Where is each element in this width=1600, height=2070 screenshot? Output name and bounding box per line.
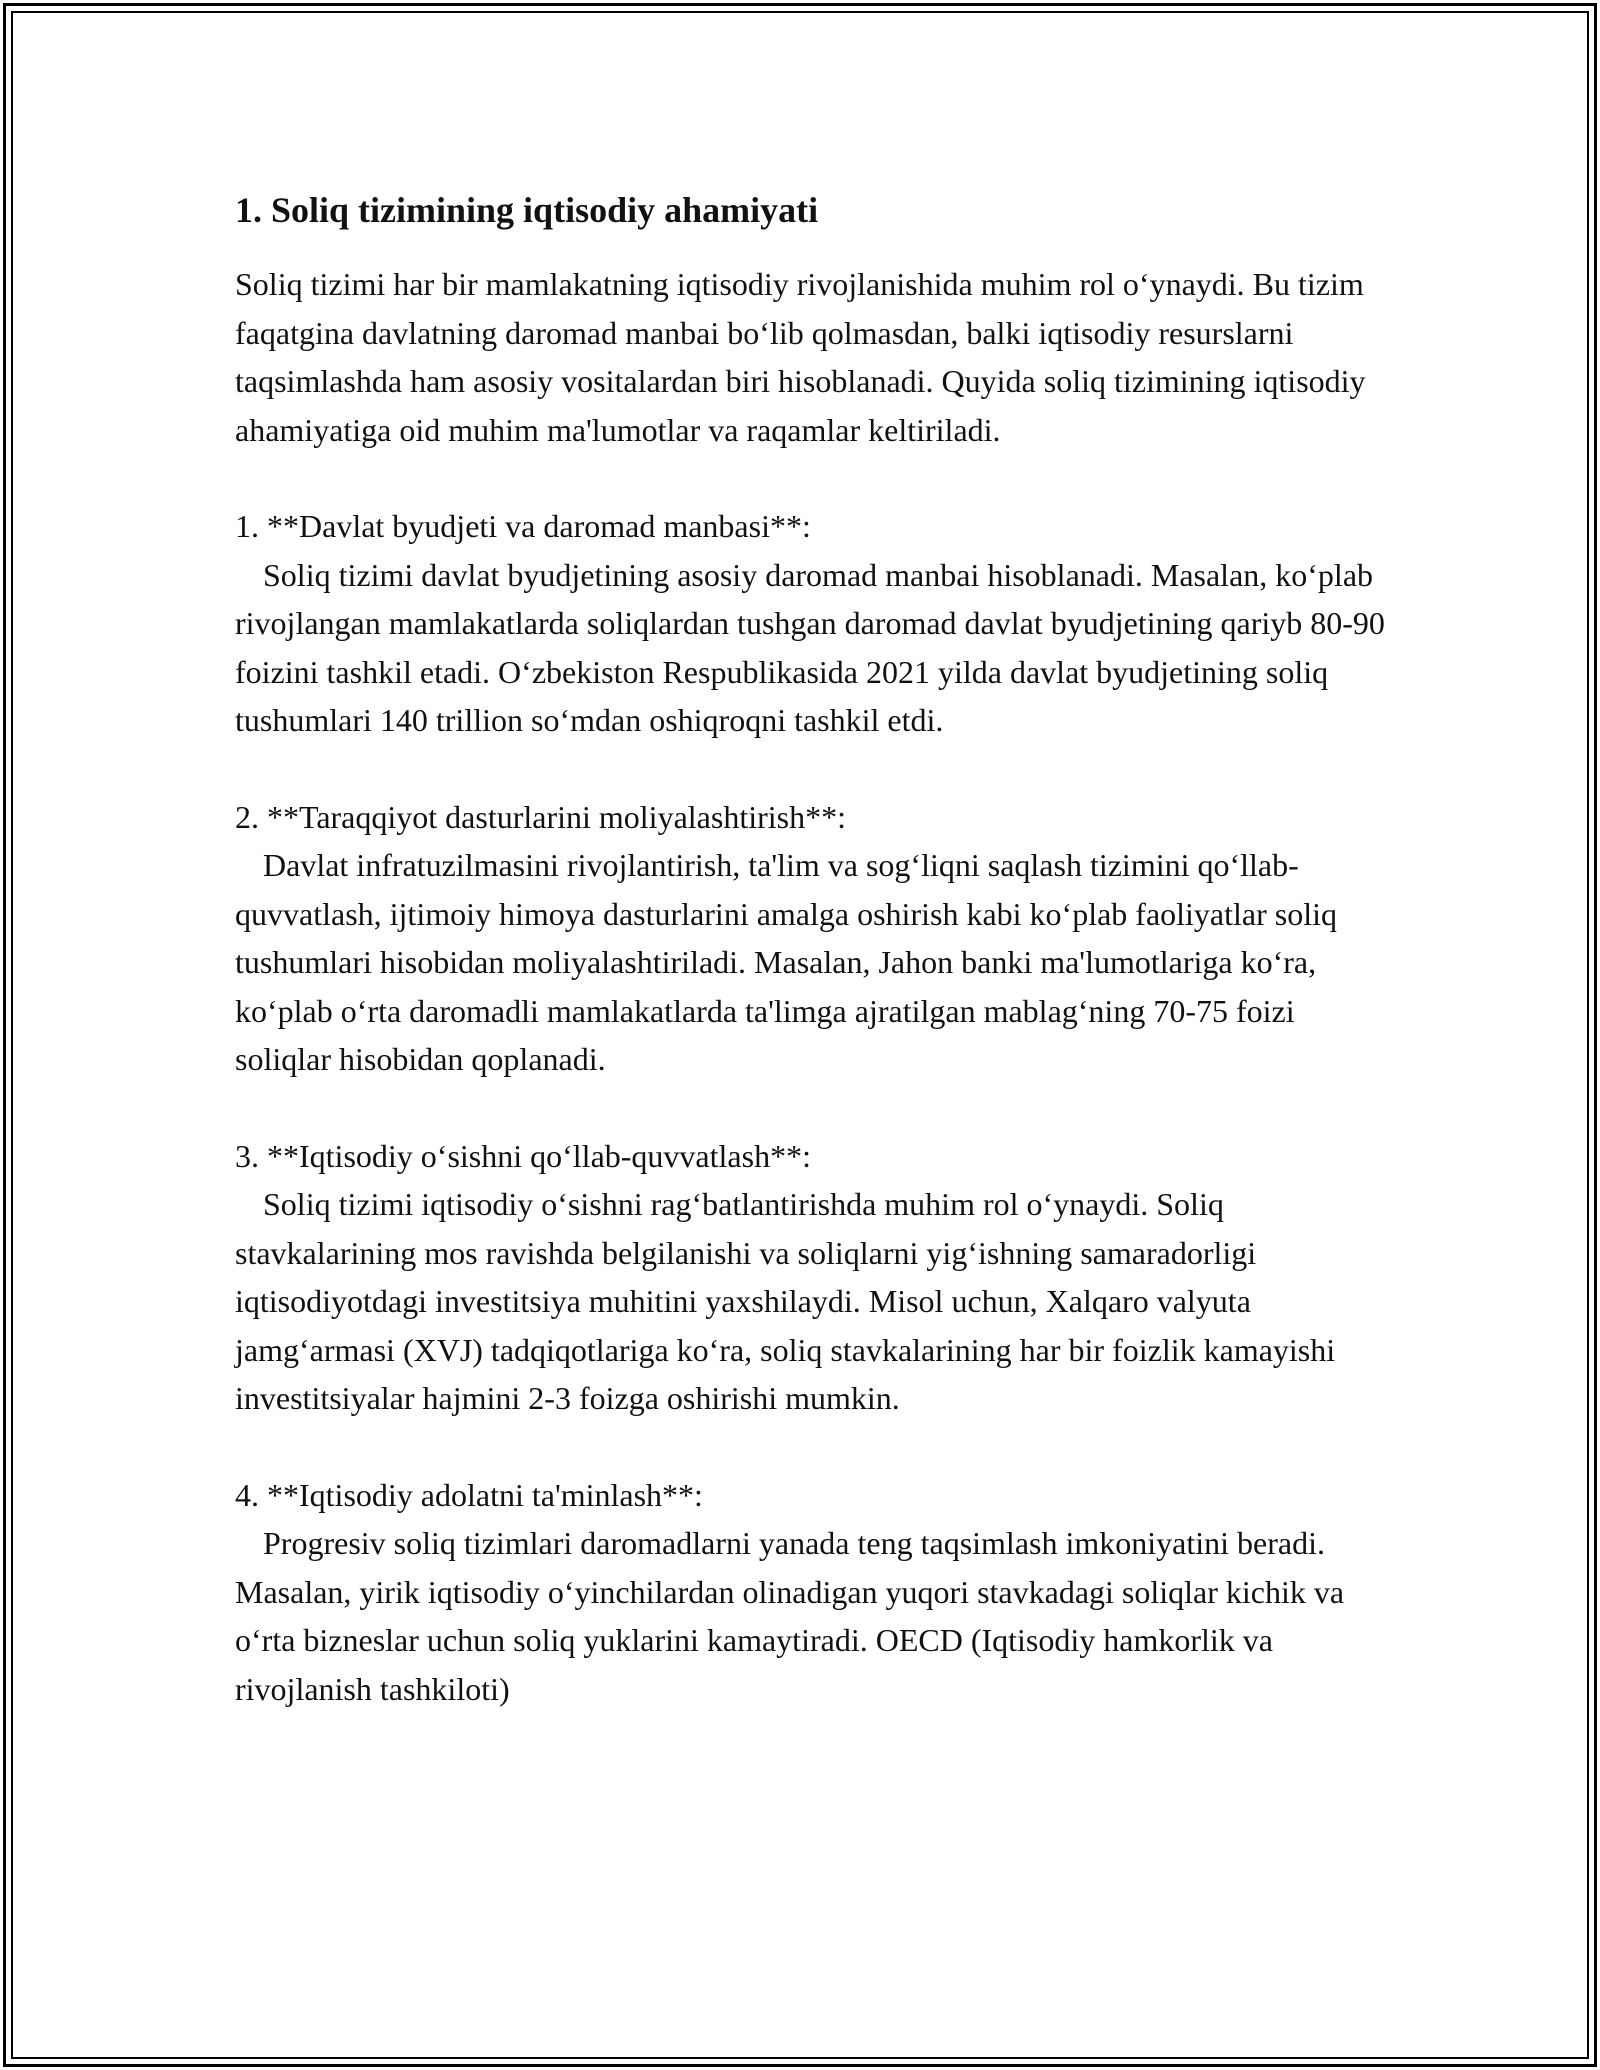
section-body: Soliq tizimi davlat byudjetining asosiy daromad manbai hisoblanadi. Masalan, ko‘plab rivojlangan mamlakatlarda soliqlardan tushgan daromad davlat byudjetining qariyb 80-90 foizini tashkil etadi. O‘zbekiston Respublikasida 2021 yilda davlat byudjetining soliq tushumlari 140 trillion so‘mdan oshiqroqni tashkil etdi.: [235, 556, 1385, 738]
section-body: Soliq tizimi iqtisodiy o‘sishni rag‘batlantirishda muhim rol o‘ynaydi. Soliq stavkalarining mos ravishda belgilanishi va soliqlarni yig‘ishning samaradorligi iqtisodiyotdagi investitsiya muhitini yaxshilaydi. Misol uchun, Xalqaro valyuta jamg‘armasi (XVJ) tadqiqotlariga ko‘ra, soliq stavkalarining har bir foizlik kamayishi investitsiyalar hajmini 2-3 foizga oshirishi mumkin.: [235, 1186, 1336, 1416]
section-heading: 1. **Davlat byudjeti va daromad manbasi**:: [235, 508, 811, 544]
section-2: [235, 793, 1395, 1084]
section-body: Progresiv soliq tizimlari daromadlarni yanada teng taqsimlash imkoniyatini beradi. Masalan, yirik iqtisodiy o‘yinchilardan olinadigan yuqori stavkadagi soliqlar kichik va o‘rta bizneslar uchun soliq yuklarini kamaytiradi. OECD (Iqtisodiy hamkorlik va rivojlanish tashkiloti): [235, 1525, 1345, 1707]
section-body: Davlat infratuzilmasini rivojlantirish, ta'lim va sog‘liqni saqlash tizimini qo‘llab-quvvatlash, ijtimoiy himoya dasturlarini amalga oshirish kabi ko‘plab faoliyatlar soliq tushumlari hisobidan moliyalashtiriladi. Masalan, Jahon banki ma'lumotlariga ko‘ra, ko‘plab o‘rta daromadli mamlakatlarda ta'limga ajratilgan mablag‘ning 70-75 foizi soliqlar hisobidan qoplanadi.: [235, 847, 1337, 1077]
document-content: [235, 186, 1395, 1761]
section-heading: 4. **Iqtisodiy adolatni ta'minlash**:: [235, 1476, 703, 1513]
section-heading: 2. **Taraqqiyot dasturlarini moliyalashtirish**:: [235, 798, 846, 835]
section-4: [235, 1471, 1395, 1714]
section-heading: 3. **Iqtisodiy o‘sishni qo‘llab-quvvatlash**:: [235, 1137, 811, 1174]
section-1: [235, 502, 1395, 745]
section-3: [235, 1132, 1395, 1423]
intro-paragraph: Soliq tizimi har bir mamlakatning iqtisodiy rivojlanishida muhim rol o‘ynaydi. Bu tizim faqatgina davlatning daromad manbai bo‘lib qolmasdan, balki iqtisodiy resurslarni taqsimlashda ham asosiy vositalardan biri hisoblanadi. Quyida soliq tizimining iqtisodiy ahamiyatiga oid muhim ma'lumotlar va raqamlar keltiriladi.: [235, 266, 1366, 448]
page-title: 1. Soliq tizimining iqtisodiy ahamiyati: [235, 190, 819, 230]
